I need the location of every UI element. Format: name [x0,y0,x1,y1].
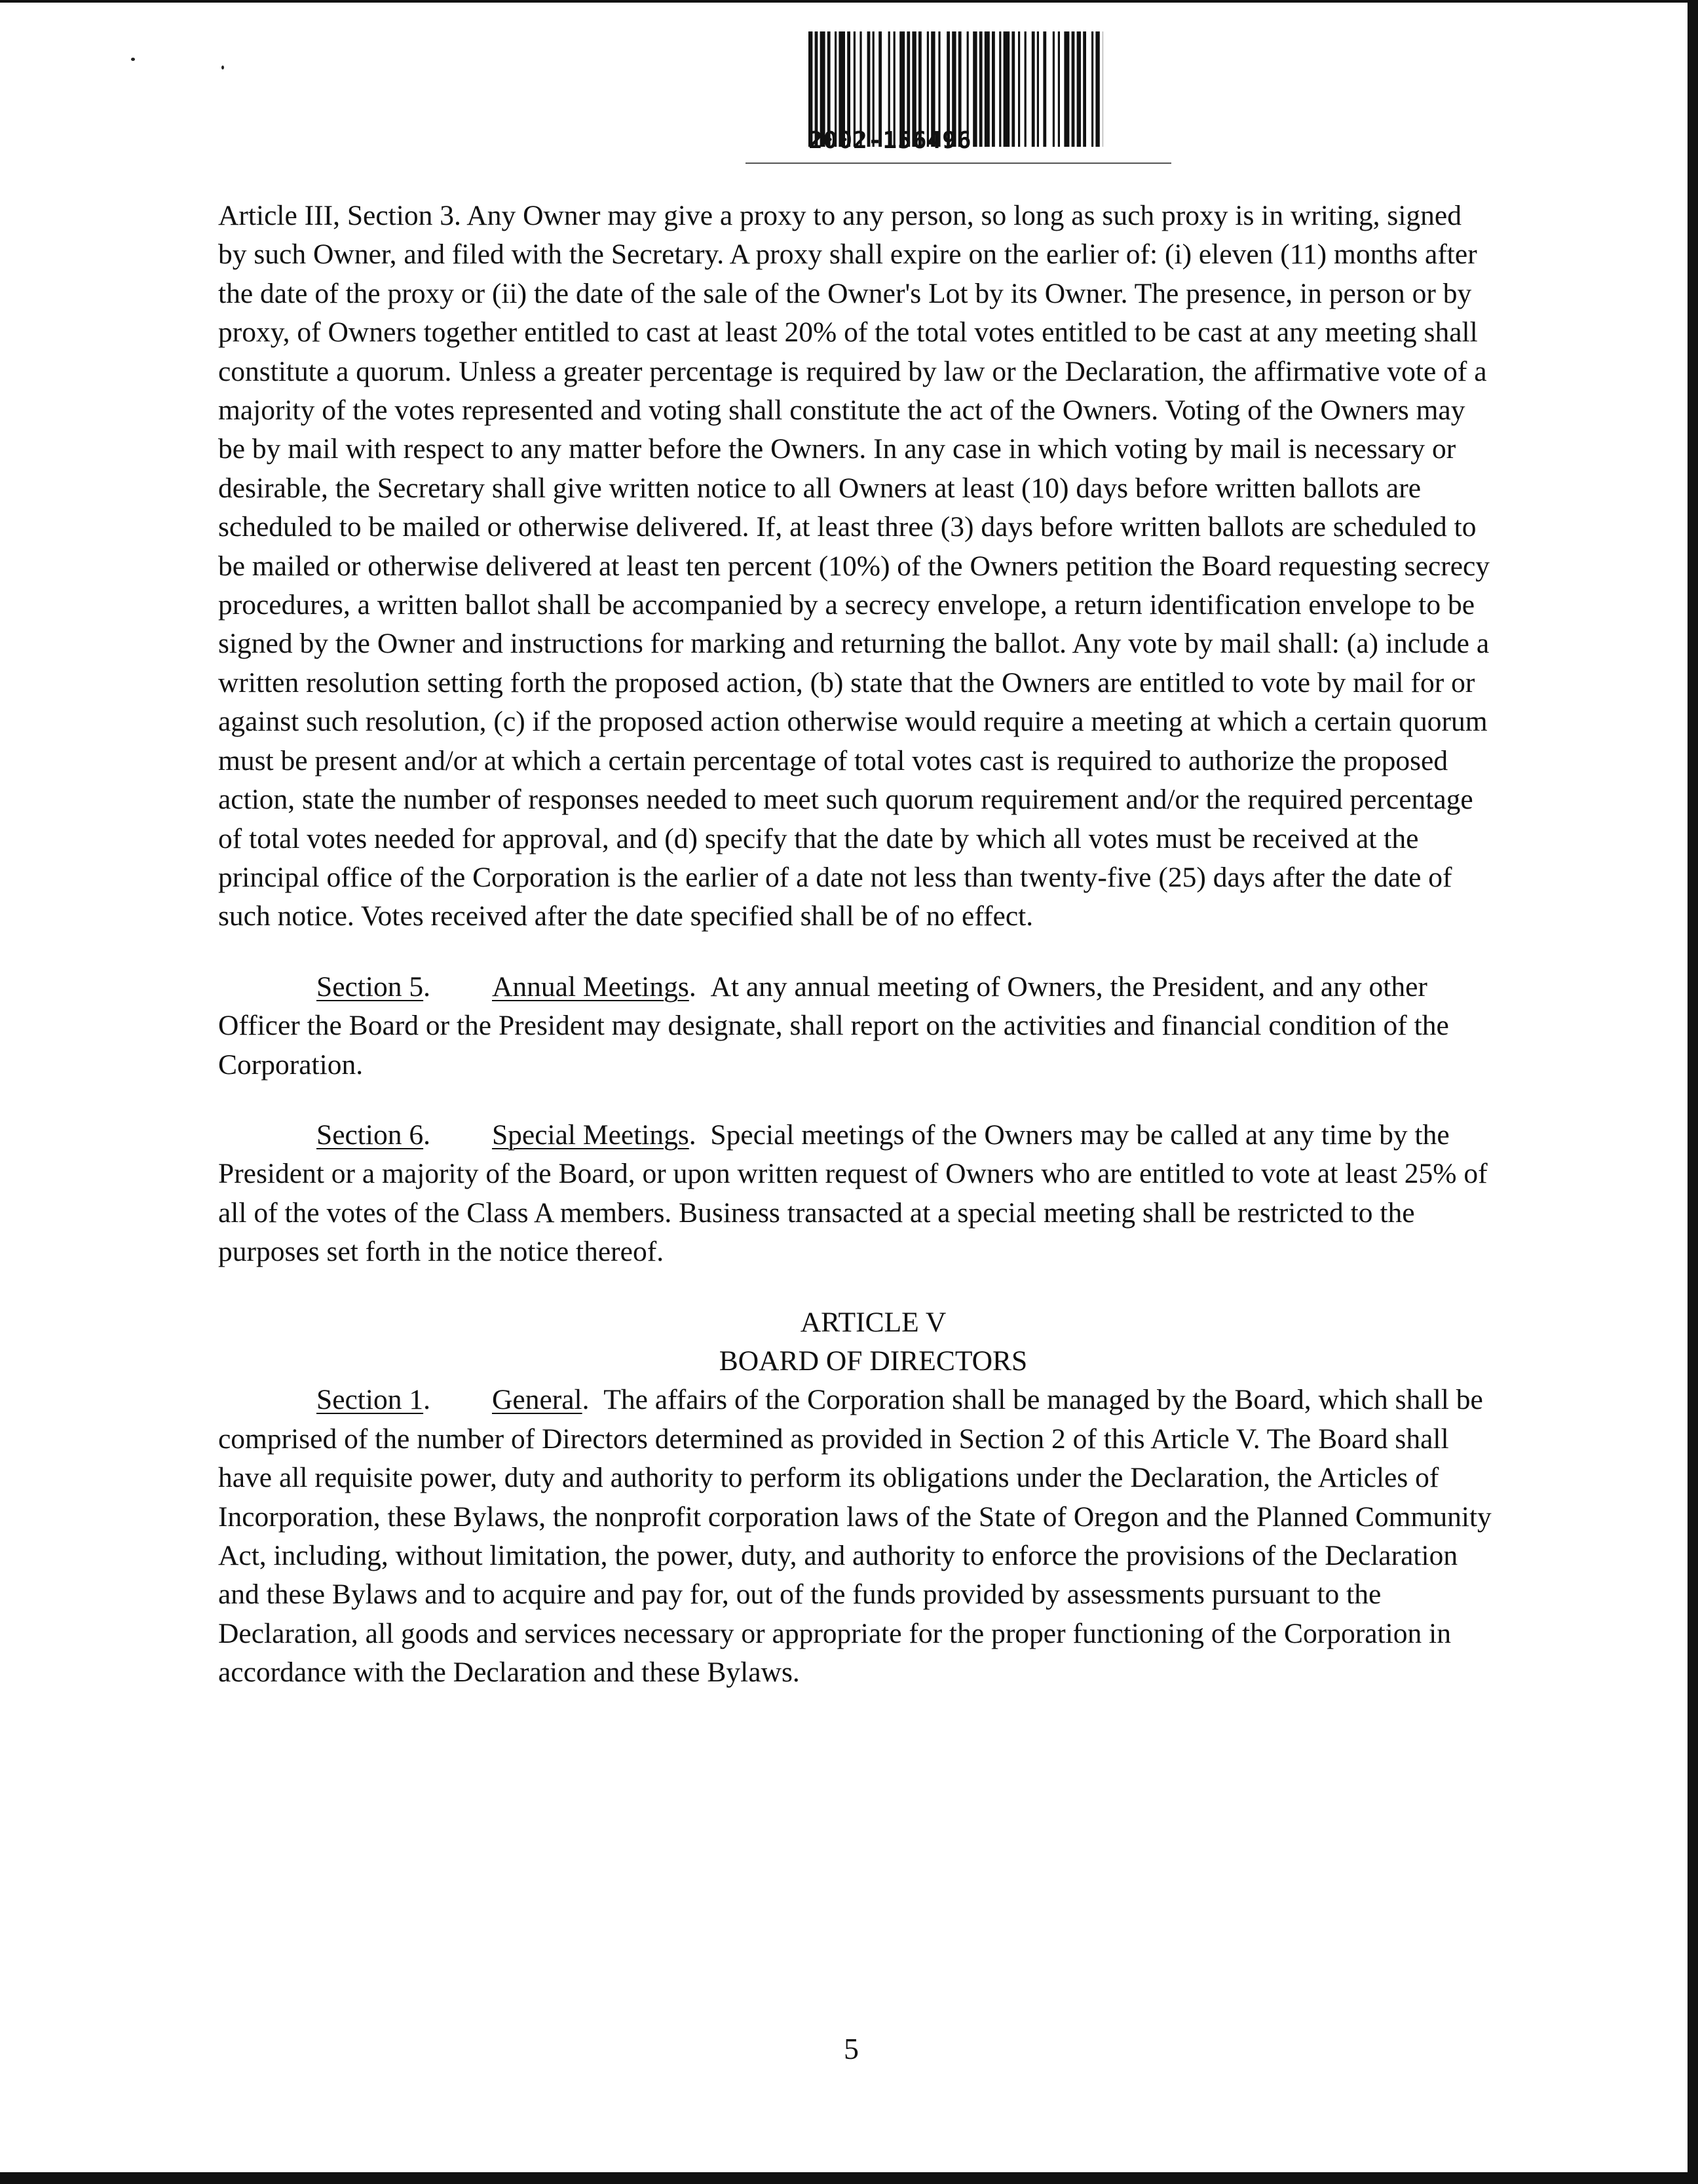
section-1-text: The affairs of the Corporation shall be managed by the Board, which shall be comprised of the number of Directors determined as provided in Section 2 of this Article V. The Board shall have all requisite power, duty and authority to perform its obligations under the Declaration, the Articles of Incorporation, these Bylaws, the nonprofit corporation laws of the State of Oregon and the Planned Community Act, including, without limitation, the power, duty, and authority to enforce the provisions of the Declaration and these Bylaws and to acquire and pay for, out of the funds provided by assessments pursuant to the Declaration, all goods and services necessary or appropriate for the proper functioning of the Corporation in accordance with the Declaration and these Bylaws. [218,1384,1492,1689]
barcode-bar [979,31,983,147]
section-6-title: Special Meetings [491,1119,689,1151]
barcode-bar [1004,31,1010,147]
barcode-number: 2002-156496 [808,127,972,154]
barcode-bar [1053,31,1055,147]
article-v-title: ARTICLE V [800,1306,947,1338]
barcode-bar [1018,31,1020,147]
barcode-bar [1011,31,1015,147]
section-1-title: General [491,1384,582,1416]
barcode-bar [985,31,990,147]
section-1-paragraph: Section 1. General. The affairs of the Corporation shall be managed by the Board, which shall be comprised of the number of Directors determined as provided in Section 2 of this Article V. The Board shall have all requisite power, duty and authority to perform its obligations under the Declaration, the Articles of Incorporation, these Bylaws, the nonprofit corporation laws of the State of Oregon and the Planned Community Act, including, without limitation, the power, duty, and authority to enforce the provisions of the Declaration and these Bylaws and to acquire and pay for, out of the funds provided by assessments pursuant to the Declaration, all goods and services necessary or appropriate for the proper functioning of the Corporation in accordance with the Declaration and these Bylaws. [218,1384,1492,1689]
barcode-bar [1091,31,1093,147]
barcode-bar [992,31,995,147]
barcode-underline [745,163,1171,164]
section-6-label: Section 6 [316,1119,424,1151]
document-body [218,197,1496,1693]
scan-speck [131,58,135,61]
barcode-bar [1083,31,1086,147]
section-5-text: At any annual meeting of Owners, the President, and any other Officer the Board or the President may designate, shall report on the activities and financial condition of the Corporation. [218,970,1449,1081]
barcode-bar [1032,31,1035,147]
barcode-bar [973,31,977,147]
barcode-bar [1058,31,1060,147]
barcode-bar [1072,31,1075,147]
section-6-paragraph: Section 6. Special Meetings. Special meetings of the Owners may be called at any time by the President or a majority of the Board, or upon written request of Owners who are entitled to vote at least 25% of all of the votes of the Class A members. Business transacted at a special meeting shall be restricted to the purposes set forth in the notice thereof. [218,1119,1488,1268]
barcode-bar [1037,31,1039,147]
barcode [804,28,1106,165]
barcode-bar [1043,31,1046,147]
section-5-title: Annual Meetings [491,970,689,1003]
barcode-bar [1025,31,1027,147]
page-number: 5 [844,2032,859,2065]
article-iii-section-3-paragraph: Article III, Section 3. Any Owner may give a proxy to any person, so long as such proxy is in writing, signed by such Owner, and filed with the Secretary. A proxy shall expire on the earlier of: (i) eleven (11) months after the date of the proxy or (ii) the date of the sale of the Owner's Lot by its Owner. The presence, in person or by proxy, of Owners together entitled to cast at least 20% of the total votes entitled to be cast at any meeting shall constitute a quorum. Unless a greater percentage is required by law or the Declaration, the affirmative vote of a majority of the votes represented and voting shall constitute the act of the Owners. Voting of the Owners may be by mail with respect to any matter before the Owners. In any case in which voting by mail is necessary or desirable, the Secretary shall give written notice to all Owners at least (10) days before written ballots are scheduled to be mailed or otherwise delivered. If, at least three (3) days before written ballots are scheduled to be mailed or otherwise delivered at least ten percent (10%) of the Owners petition the Board requesting secrecy procedures, a written ballot shall be accompanied by a secrecy envelope, a return identification envelope to be signed by the Owner and instructions for marking and returning the ballot. Any vote by mail shall: (a) include a written resolution setting forth the proposed action, (b) state that the Owners are entitled to vote by mail for or against such resolution, (c) if the proposed action otherwise would require a meeting at which a certain quorum must be present and/or at which a certain percentage of total votes cast is required to authorize the proposed action, state the number of responses needed to meet such quorum requirement and/or the required percentage of total votes needed for approval, and (d) specify that the date by which all votes must be received at the principal office of the Corporation is the earlier of a date not less than twenty-five (25) days after the date of such notice. Votes received after the date specified shall be of no effect. [218,200,1490,932]
barcode-bar [1077,31,1081,147]
section-1-label: Section 1 [316,1384,424,1416]
scan-speck [221,66,224,69]
section-6-text: Special meetings of the Owners may be called at any time by the President or a majority of the Board, or upon written request of Owners who are entitled to vote at least 25% of all of the votes of the Class A members. Business transacted at a special meeting shall be restricted to the purposes set forth in the notice thereof. [218,1119,1488,1268]
article-v-heading [218,1303,1496,1381]
barcode-bar [999,31,1001,147]
barcode-bar [1064,31,1069,147]
section-5-label: Section 5 [316,970,424,1003]
barcode-bar [1095,31,1099,147]
article-v-subtitle: BOARD OF DIRECTORS [719,1345,1028,1377]
section-5-paragraph: Section 5. Annual Meetings. At any annual meeting of Owners, the President, and any other Officer the Board or the President may designate, shall report on the activities and financial condition of the Corporation. [218,970,1449,1081]
